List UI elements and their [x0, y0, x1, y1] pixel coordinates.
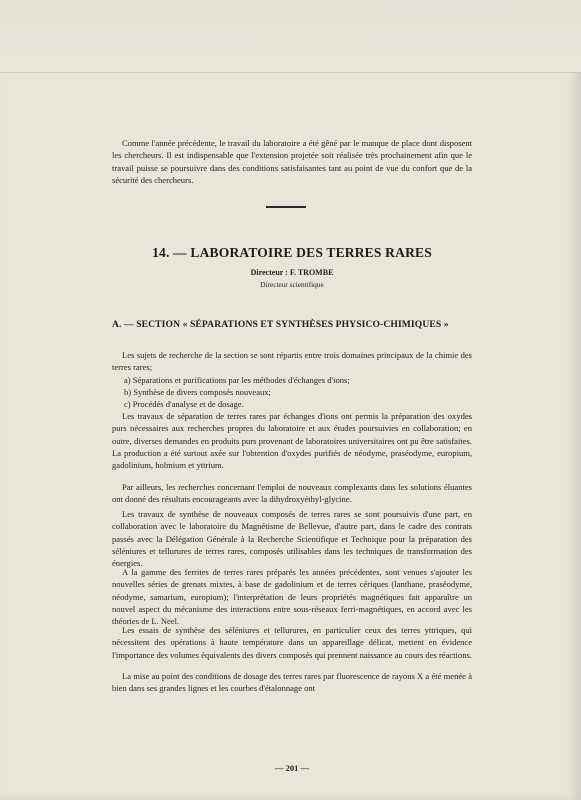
director-line: Directeur : F. TROMBE: [250, 268, 334, 277]
paragraph-7: La mise au point des conditions de dosage des terres rares par fluorescence de rayons X a été menée à bien dans ses grandes lignes et les courbes d'étalonnage ont: [112, 671, 472, 694]
intro-paragraph: Comme l'année précédente, le travail du laboratoire a été gêné par le manque de place dont disposent les chercheurs. Il est indispensable que l'extension projetée soit réalisée très prochainement afin que le travail puisse se poursuivre dans des conditions satisfaisantes tant au point de vue du confort que de la sécurité des chercheurs.: [112, 138, 472, 186]
paragraph-3: Par ailleurs, les recherches concernant l'emploi de nouveaux complexants dans les solutions éluantes ont donné des résultats encourageants avec la dihydroxyéthyl-glycine.: [112, 482, 472, 505]
list-item-b: b) Synthèse de divers composés nouveaux;: [124, 387, 271, 397]
paragraph-6: Les essais de synthèse des séléniures et tellurures, en particulier ceux des terres yttriques, qui nécessitent des opérations à haute température dans un appareillage délicat, mettent en évidence l'importance des volumes équivalents des divers composés qui prennent naissance au cours des réactions.: [112, 625, 472, 660]
page-top-band: [0, 0, 581, 73]
list-item-c: c) Procédés d'analyse et de dosage.: [124, 399, 244, 409]
chapter-title: 14. — LABORATOIRE DES TERRES RARES: [152, 245, 432, 260]
director-subtitle: Directeur scientifique: [260, 280, 324, 289]
paragraph-1: Les sujets de recherche de la section se sont répartis entre trois domaines principaux de la chimie des terres rares;: [112, 350, 472, 373]
paragraph-4: Les travaux de synthèse de nouveaux composés de terres rares se sont poursuivis d'une part, en collaboration avec le laboratoire du Magnétisme de Bellevue, d'autre part, dans le cadre des contrats passés avec la Délégation Générale à la Recherche Scientifique et Technique pour la préparation des séléniures et tellurures de terres rares, composés utilisables dans les techniques de transformation des énergies.: [112, 509, 472, 569]
paragraph-5: A la gamme des ferrites de terres rares préparés les années précédentes, sont venues s'ajouter les nouvelles séries de grenats mixtes, à base de gadolinium et de terres cériques (lanthane, praséodyme, néodyme, samarium, europium); l'interprétation de leurs propriétés magnétiques fait apparaître un nouvel aspect du mécanisme des interactions entre sous-réseaux ferri-magnétiques, en accord avec les théories de L. Neel.: [112, 567, 472, 627]
list-item-a: a) Séparations et purifications par les méthodes d'échanges d'ions;: [124, 375, 350, 385]
section-title: A. — SECTION « SÉPARATIONS ET SYNTHÈSES PHYSICO-CHIMIQUES »: [112, 319, 449, 330]
page-number: — 201 —: [275, 763, 309, 773]
paragraph-2: Les travaux de séparation de terres rares par échanges d'ions ont permis la préparation des oxydes purs nécessaires aux recherches propres du laboratoire et aux études poursuivies en collaboration; en outre, diverses demandes en produits purs provenant de laboratoires universitaires ont pu être satisfaites. La production a été surtout axée sur l'obtention d'oxydes purifiés de néodyme, praséodyme, europium, gadolinium, holmium et yttrium.: [112, 411, 472, 471]
separator-rule: [266, 206, 306, 208]
